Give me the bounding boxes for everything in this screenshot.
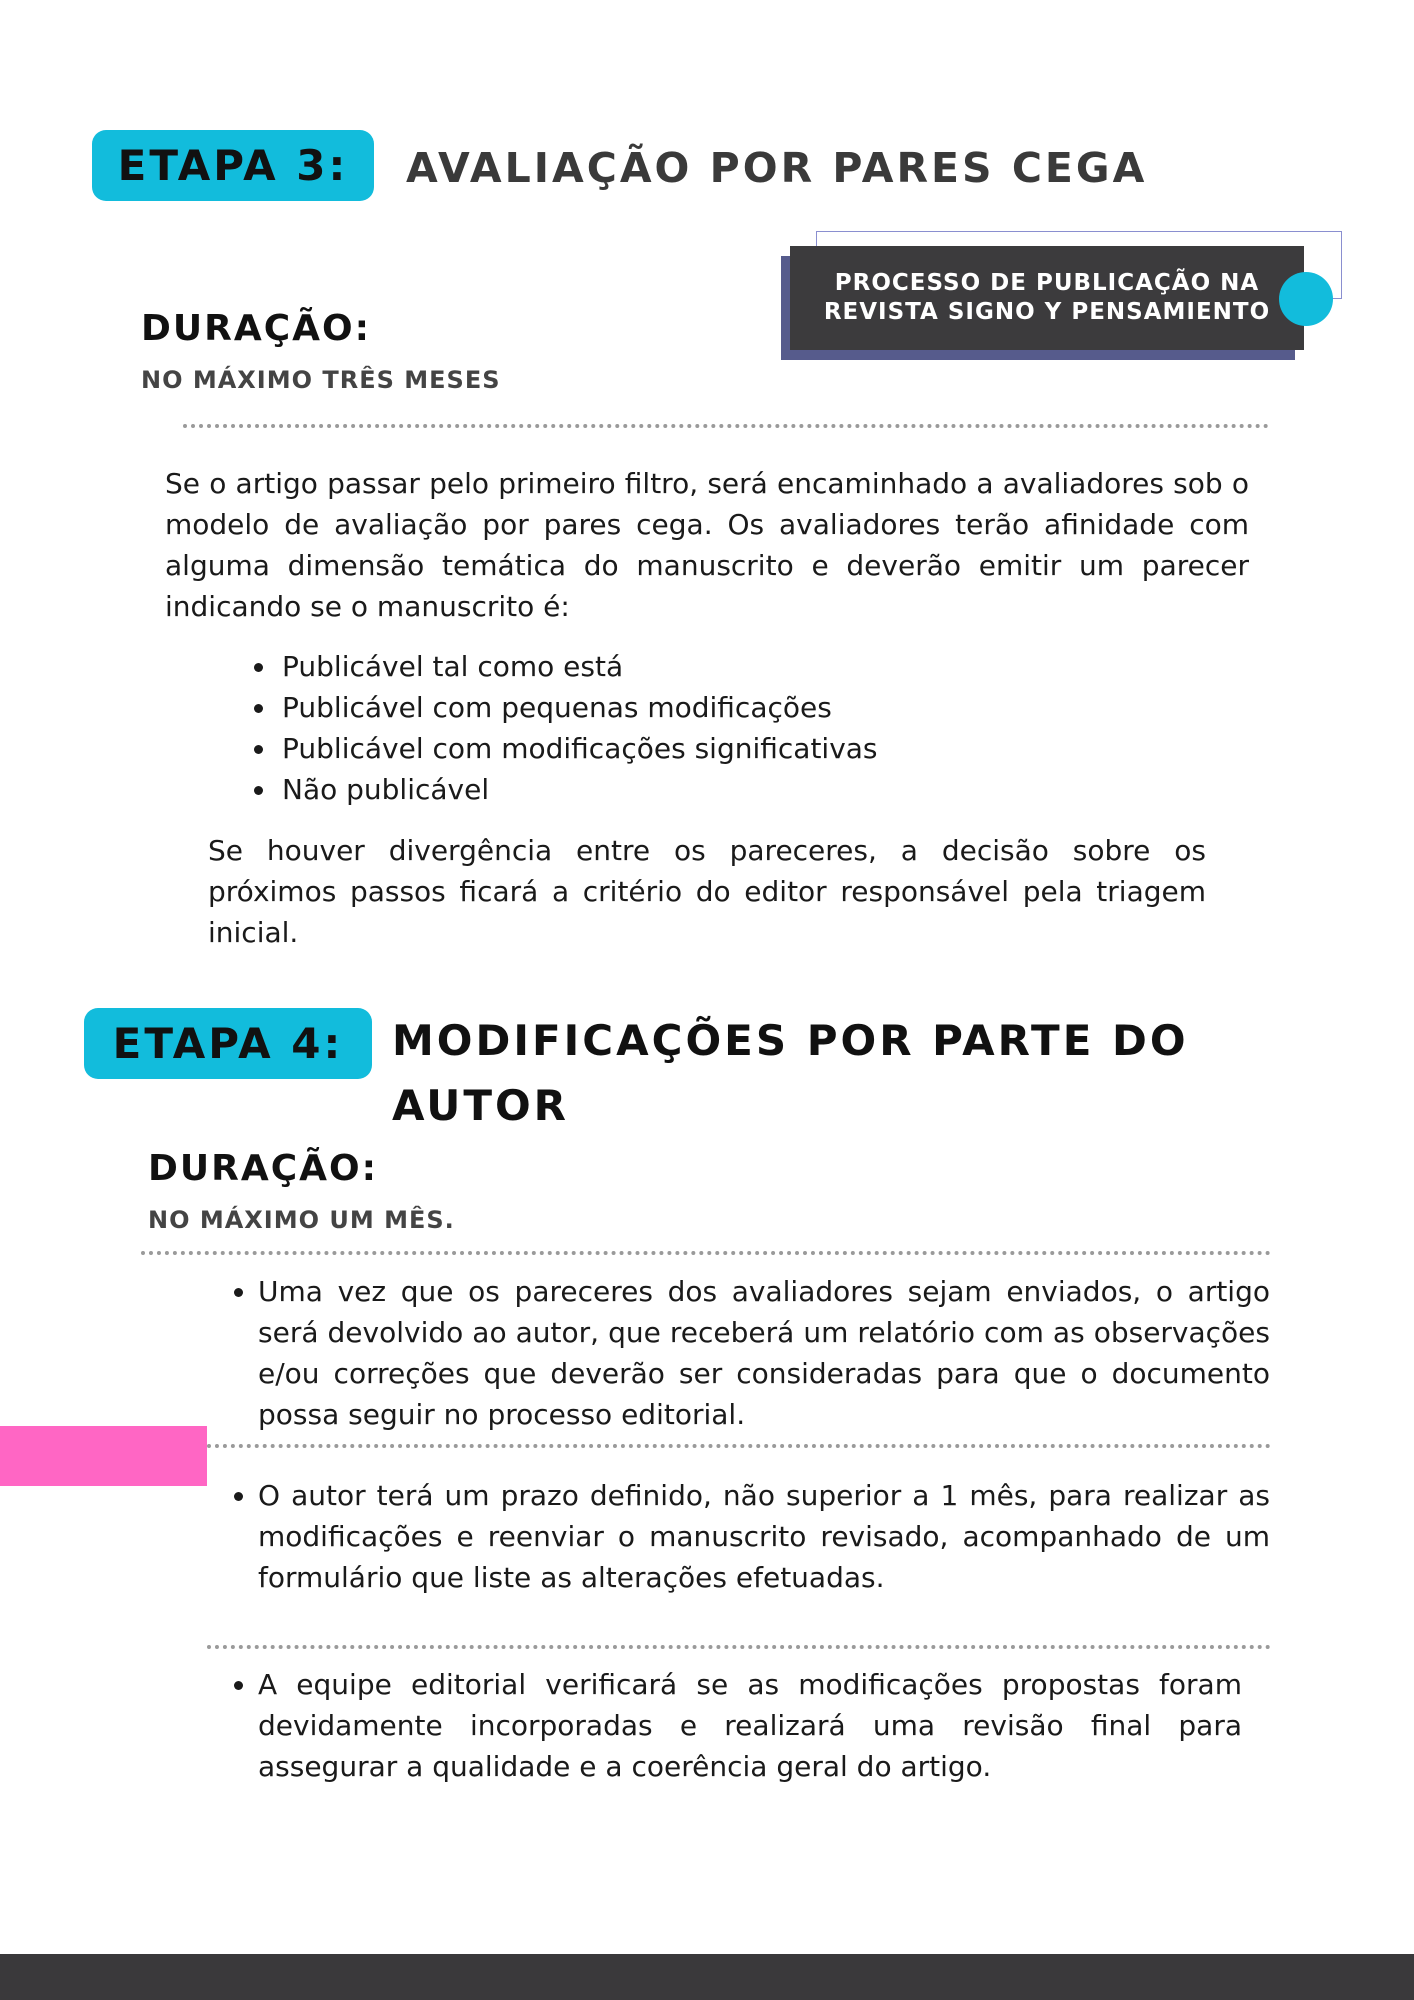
stage4-divider-mid: [207, 1444, 1271, 1448]
stage3-badge-label: ETAPA 3:: [117, 141, 349, 190]
stage4-point: • A equipe editorial verificará se as modificações propostas foram devidamente incorporadas e realizará uma revisão final para assegurar a qualidade e a coerência geral do artigo.: [258, 1664, 1242, 1787]
stage4-point-2-list: [222, 1475, 1270, 1598]
stage4-divider-top: [141, 1251, 1271, 1255]
option-item: • Publicável tal como está: [278, 646, 1178, 687]
process-callout-text: PROCESSO DE PUBLICAÇÃO NA REVISTA SIGNO Y PENSAMIENTO: [823, 270, 1271, 325]
stage4-duration-value: NO MÁXIMO UM MÊS.: [148, 1206, 455, 1234]
stage4-title-line: AUTOR: [392, 1081, 570, 1130]
stage4-title-line: MODIFICAÇÕES POR PARTE DO: [392, 1016, 1189, 1065]
stage4-badge: [84, 1008, 372, 1079]
option-item: • Publicável com pequenas modificações: [278, 687, 1178, 728]
stage3-badge: [92, 130, 374, 201]
stage4-point: • O autor terá um prazo definido, não superior a 1 mês, para realizar as modificações e reenviar o manuscrito revisado, acompanhado de um formulário que liste as alterações efetuadas.: [258, 1475, 1270, 1598]
stage3-options-list: [242, 646, 1178, 810]
pink-accent-bar: [0, 1426, 207, 1486]
process-callout: [790, 246, 1304, 350]
stage4-point-3-list: [222, 1664, 1242, 1787]
callout-dot: [1279, 272, 1333, 326]
option-item: • Publicável com modificações significativas: [278, 728, 1178, 769]
stage4-badge-label: ETAPA 4:: [112, 1019, 344, 1068]
option-item: • Não publicável: [278, 769, 1178, 810]
stage3-duration-label: DURAÇÃO:: [141, 308, 371, 349]
stage4-point-1-list: [222, 1271, 1270, 1435]
stage4-duration-label: DURAÇÃO:: [148, 1148, 378, 1189]
stage3-title: AVALIAÇÃO POR PARES CEGA: [406, 144, 1148, 192]
stage3-duration-value: NO MÁXIMO TRÊS MESES: [141, 366, 501, 394]
stage3-divider: [183, 424, 1269, 428]
stage3-note: Se houver divergência entre os pareceres, a decisão sobre os próximos passos ficará a critério do editor responsável pela triagem inicial.: [208, 834, 1206, 949]
stage4-title: [392, 1008, 1189, 1138]
stage3-intro: Se o artigo passar pelo primeiro filtro, será encaminhado a avaliadores sob o modelo de avaliação por pares cega. Os avaliadores terão afinidade com alguma dimensão temática do manuscrito e deverão emitir um parecer indicando se o manuscrito é:: [165, 467, 1249, 623]
footer-bar: [0, 1954, 1414, 2000]
stage4-divider-bottom: [207, 1645, 1271, 1649]
stage4-point: • Uma vez que os pareceres dos avaliadores sejam enviados, o artigo será devolvido ao autor, que receberá um relatório com as observações e/ou correções que deverão ser consideradas para que o documento possa seguir no processo editorial.: [258, 1271, 1270, 1435]
